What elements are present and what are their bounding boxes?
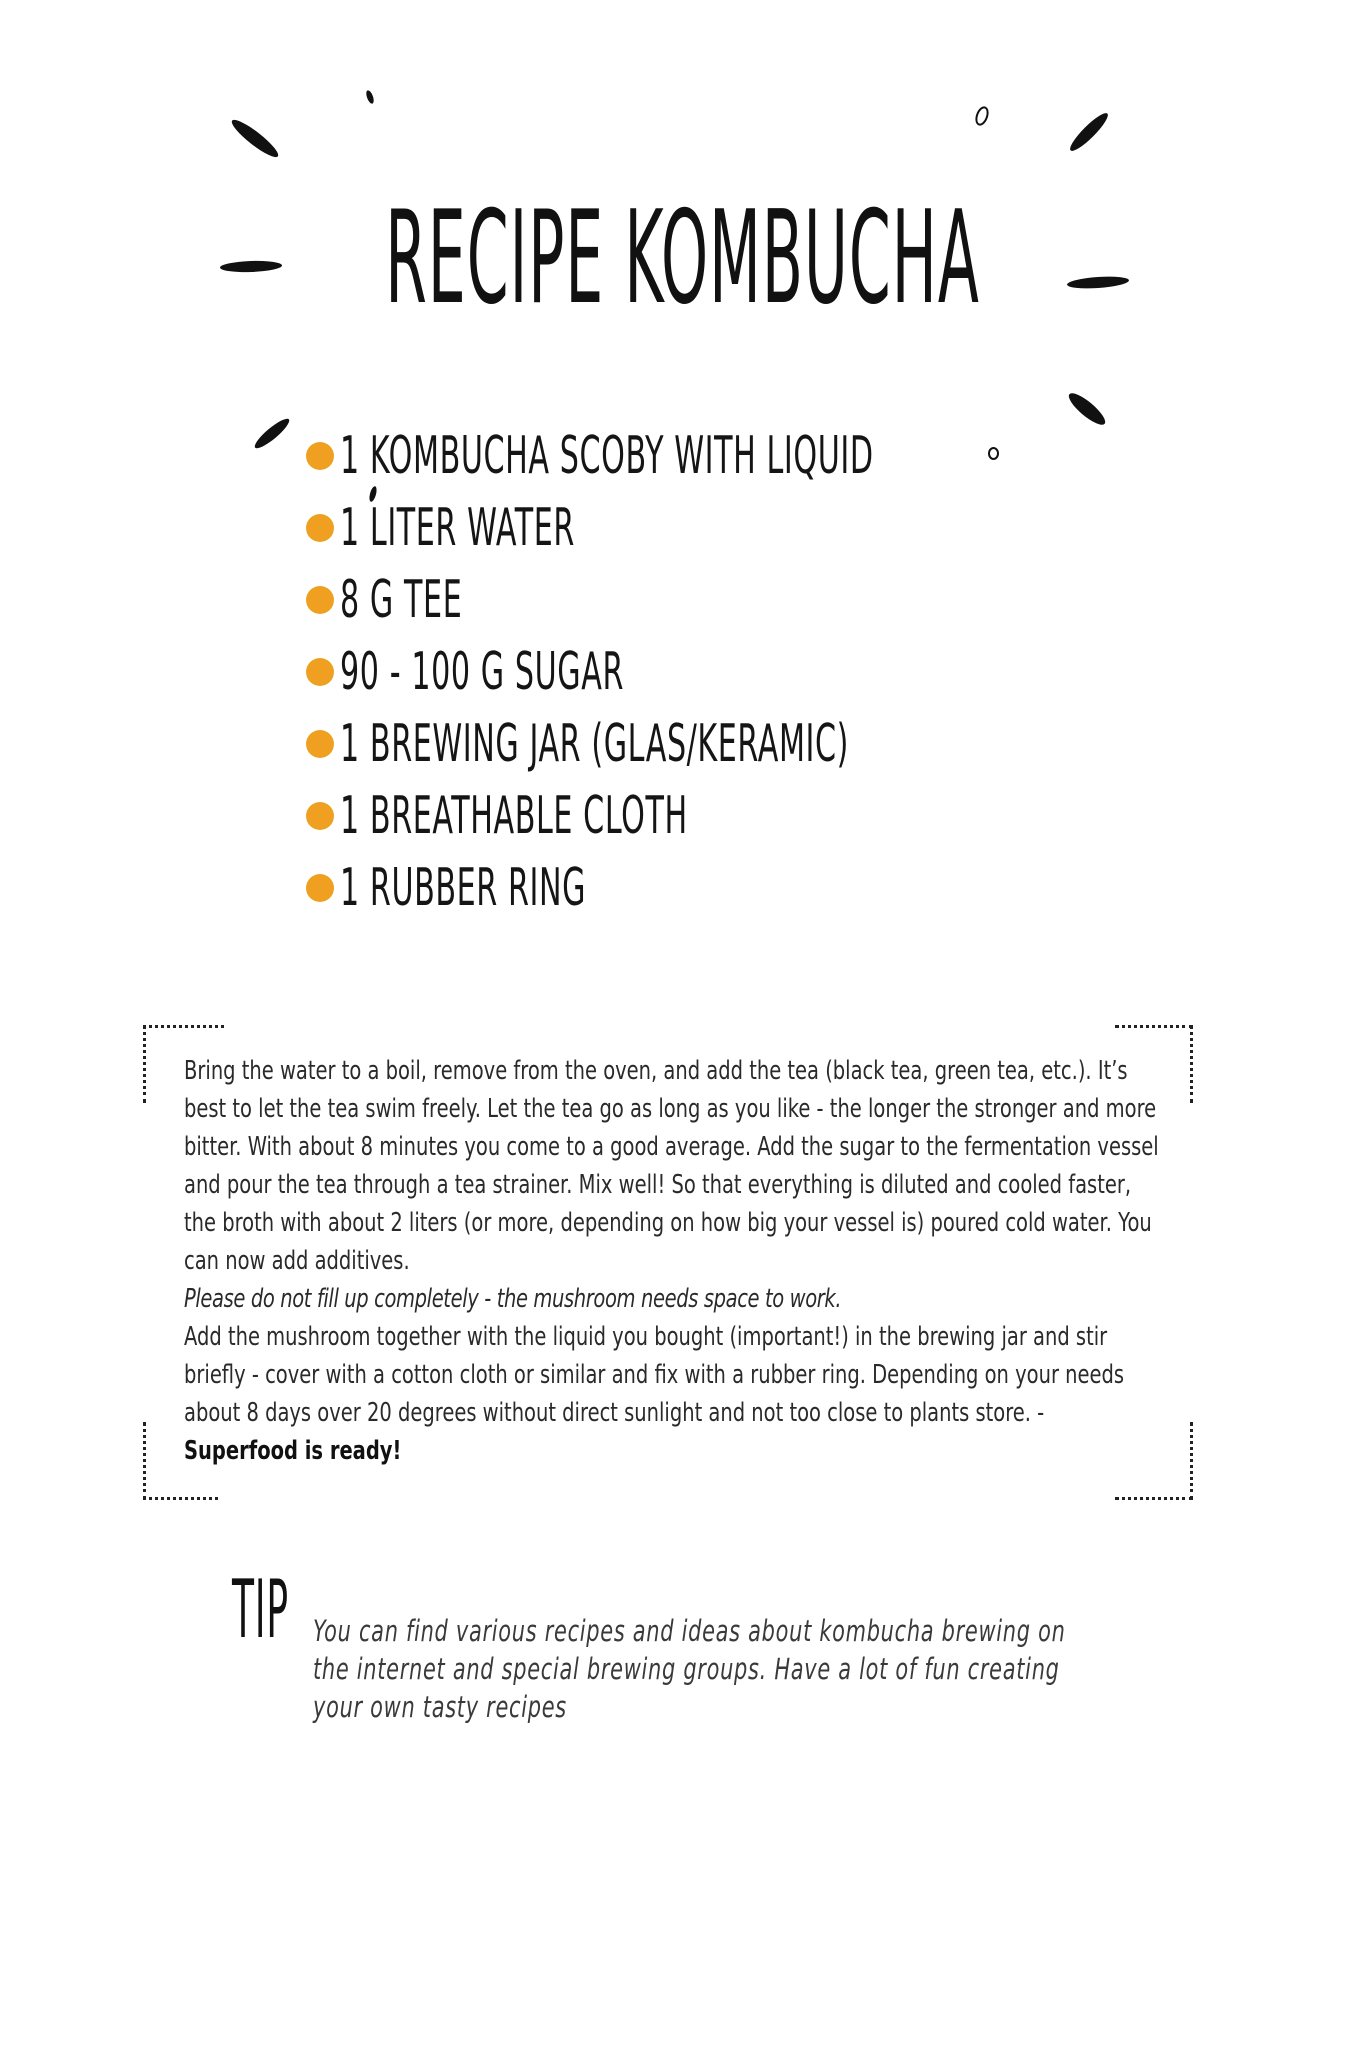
bullet-icon — [306, 442, 334, 470]
list-item — [306, 420, 1260, 492]
brush-stroke-decoration — [252, 415, 293, 452]
brush-stroke-decoration — [1067, 275, 1130, 290]
list-item — [306, 852, 1260, 924]
ingredient-label: 1 BREATHABLE CLOTH — [340, 786, 688, 846]
ingredient-label: 8 G TEE — [340, 570, 463, 630]
list-item — [306, 636, 1260, 708]
ingredient-label: 90 - 100 G SUGAR — [340, 642, 625, 702]
instructions-intro: Bring the water to a boil, remove from the oven, and add the tea (black tea, green tea, etc.). It’s best to let the tea swim freely. Let the tea go as long as you like - the longer the stronger and more bitter. With about 8 minutes you come to a good average. Add the sugar to the fermentation vessel and pour the tea through a tea strainer. Mix well! So that everything is diluted and cooled faster, the broth with about 2 liters (or more, depending on how big your vessel is) poured cold water. You can now add additives. — [184, 1056, 1159, 1276]
ring-decoration — [973, 105, 991, 128]
list-item — [306, 708, 1260, 780]
ingredient-label: 1 LITER WATER — [340, 498, 575, 558]
bullet-icon — [306, 586, 334, 614]
brush-stroke-decoration — [365, 89, 375, 104]
bullet-icon — [306, 514, 334, 542]
instructions-note: Please do not fill up completely - the mushroom needs space to work. — [184, 1284, 842, 1314]
list-item — [306, 564, 1260, 636]
tip-heading: TIP — [232, 1563, 290, 1656]
brush-stroke-decoration — [228, 116, 282, 162]
ingredient-label: 1 BREWING JAR (GLAS/KERAMIC) — [340, 714, 850, 774]
bullet-icon — [306, 658, 334, 686]
list-item — [306, 492, 1260, 564]
bullet-icon — [306, 802, 334, 830]
instructions-closing: Superfood is ready! — [184, 1436, 402, 1466]
ingredient-label: 1 RUBBER RING — [340, 858, 587, 918]
tip-text: You can find various recipes and ideas about kombucha brewing on the internet and special brewing groups. Have a lot of fun creating your own tasty recipes — [313, 1614, 1066, 1724]
bullet-icon — [306, 874, 334, 902]
instructions-steps: Add the mushroom together with the liquid you bought (important!) in the brewing jar and stir briefly - cover with a cotton cloth or similar and fix with a rubber ring. Depending on your needs about 8 days over 20 degrees without direct sunlight and not too close to plants store. - — [184, 1322, 1125, 1428]
ingredient-label: 1 KOMBUCHA SCOBY WITH LIQUID — [340, 426, 874, 486]
list-item — [306, 780, 1260, 852]
page-title: RECIPE KOMBUCHA — [385, 184, 980, 333]
ingredient-list — [306, 420, 1260, 924]
brush-stroke-decoration — [1066, 109, 1111, 154]
bullet-icon — [306, 730, 334, 758]
brush-stroke-decoration — [220, 260, 282, 273]
instructions-text — [184, 1052, 1159, 1470]
